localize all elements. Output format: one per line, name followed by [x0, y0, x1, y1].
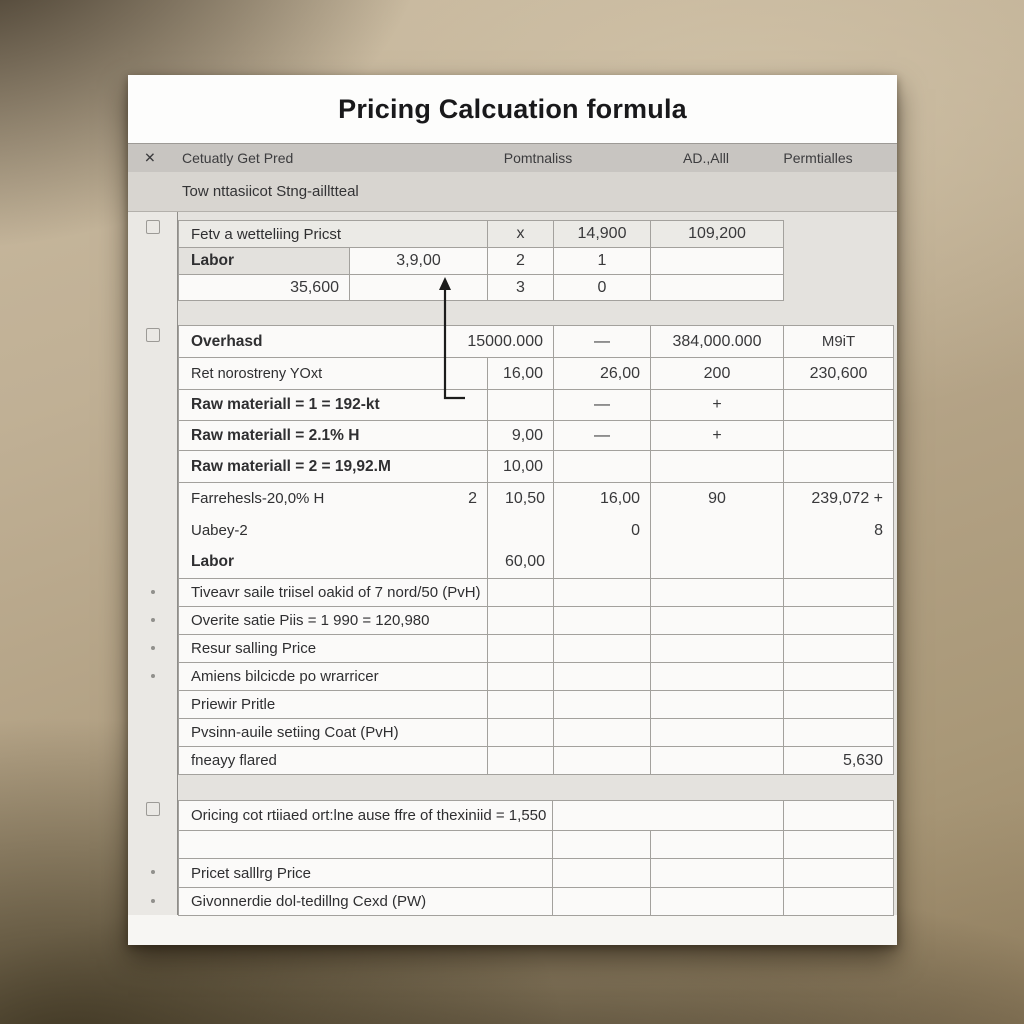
cell-value	[488, 358, 554, 390]
cell-empty	[784, 635, 894, 663]
cell-empty	[179, 831, 553, 859]
cell-empty	[488, 390, 554, 421]
cell-empty	[651, 275, 784, 301]
cell-label	[179, 421, 488, 451]
cell-value	[651, 390, 784, 421]
title-band	[128, 75, 897, 143]
cell-value	[651, 358, 784, 390]
table-row	[179, 747, 894, 775]
cell-text: Raw materiall = 2 = 19,92.M	[191, 457, 391, 475]
cell-text: Overite satie Piis = 1 990 = 120,980	[191, 612, 430, 629]
table-row	[179, 248, 784, 275]
bottom-margin	[128, 915, 897, 945]
cell-text: +	[712, 426, 722, 444]
cell-text: +	[712, 396, 722, 413]
table-row	[179, 663, 894, 691]
cell-empty	[554, 691, 651, 719]
cell-value	[784, 358, 894, 390]
cell-text: 109,200	[688, 225, 746, 242]
section-pricing-note	[178, 800, 894, 916]
cell-value	[488, 451, 554, 483]
cell-empty	[651, 635, 784, 663]
cell-empty	[553, 801, 784, 831]
cell-empty	[488, 663, 554, 691]
cell-value	[488, 483, 554, 579]
cell-value	[179, 275, 350, 301]
cell-value	[554, 248, 651, 275]
cell-value	[651, 221, 784, 248]
cell-empty	[784, 421, 894, 451]
cell-text: Farrehesls-20,0% H	[191, 490, 325, 508]
cell-empty	[784, 691, 894, 719]
cell-text: Tiveavr saile triisel oakid of 7 nord/50 (PvH)	[191, 584, 481, 601]
cell-label	[179, 358, 488, 390]
table-row	[179, 421, 894, 451]
cell-empty	[350, 275, 488, 301]
cell-empty	[784, 663, 894, 691]
table-row	[179, 607, 894, 635]
cell-text: 90	[708, 490, 726, 507]
bullet-icon	[151, 590, 155, 594]
cell-label	[179, 691, 488, 719]
cell-empty	[784, 719, 894, 747]
cell-value	[554, 326, 651, 358]
cell-empty	[553, 888, 651, 916]
cell-text: 0	[597, 278, 607, 296]
close-icon[interactable]: ✕	[144, 149, 156, 166]
cell-empty	[784, 390, 894, 421]
cell-value	[784, 747, 894, 775]
table-row	[179, 579, 894, 607]
cell-empty	[784, 801, 894, 831]
cell-text: x	[516, 225, 525, 242]
cell-empty	[488, 747, 554, 775]
bullet-icon	[151, 870, 155, 874]
bullet-icon	[151, 899, 155, 903]
cell-text: 16,00	[599, 489, 640, 507]
cell-value	[554, 421, 651, 451]
cell-label	[179, 451, 488, 483]
section-overhead	[178, 325, 894, 775]
section-icon	[146, 328, 160, 342]
cell-text: 60,00	[504, 553, 545, 571]
cell-value	[488, 275, 554, 301]
cell-empty	[651, 579, 784, 607]
cell-label	[179, 607, 488, 635]
section-selling-price	[178, 220, 784, 301]
cell-empty	[488, 719, 554, 747]
cell-text: 3,9,00	[396, 252, 441, 269]
cell-value	[554, 275, 651, 301]
cell-value	[651, 326, 784, 358]
cell-text: 2	[516, 252, 525, 269]
header-col-add: AD.,Alll	[683, 150, 729, 166]
cell-text: 35,600	[290, 278, 339, 296]
cell-empty	[784, 579, 894, 607]
cell-value	[784, 483, 894, 579]
cell-value	[488, 221, 554, 248]
cell-text: Resur salling Price	[191, 640, 317, 657]
subheader-row	[128, 172, 897, 212]
cell-empty	[651, 888, 784, 916]
cell-label	[179, 888, 553, 916]
cell-empty	[784, 888, 894, 916]
cell-empty	[554, 451, 651, 483]
cell-empty	[554, 607, 651, 635]
table-row	[179, 831, 894, 859]
cell-text: Raw materiall = 2.1% H	[191, 426, 360, 444]
bullet-icon	[151, 674, 155, 678]
table-row	[179, 888, 894, 916]
cell-text: 10,00	[502, 457, 543, 475]
cell-label	[179, 248, 350, 275]
table-row	[179, 691, 894, 719]
pricing-sheet	[128, 75, 897, 945]
cell-text: 0	[631, 521, 640, 539]
cell-empty	[553, 859, 651, 888]
section-icon	[146, 220, 160, 234]
cell-empty	[651, 451, 784, 483]
cell-empty	[488, 691, 554, 719]
cell-empty	[554, 719, 651, 747]
cell-text: —	[594, 332, 610, 350]
cell-empty	[651, 859, 784, 888]
cell-value	[554, 483, 651, 579]
cell-value	[651, 483, 784, 579]
cell-label	[179, 663, 488, 691]
cell-empty	[651, 691, 784, 719]
cell-text: —	[594, 396, 610, 413]
cell-value	[350, 248, 488, 275]
cell-text: Uabey-2	[191, 522, 248, 539]
subheader-text: Tow nttasiicot Stng-ailltteal	[182, 183, 359, 200]
cell-text: Labor	[191, 553, 235, 571]
cell-text: Priewir Pritle	[191, 696, 276, 713]
cell-empty	[784, 831, 894, 859]
cell-empty	[488, 607, 554, 635]
cell-empty	[784, 859, 894, 888]
header-col-item: Cetuatly Get Pred	[182, 150, 294, 166]
cell-value	[554, 358, 651, 390]
cell-text: Amiens bilcicde po wrarricer	[191, 668, 379, 685]
cell-text: 16,00	[502, 364, 543, 382]
cell-text: M9iT	[821, 333, 856, 350]
cell-label	[179, 326, 554, 358]
cell-empty	[554, 635, 651, 663]
cell-empty	[784, 607, 894, 635]
cell-text: Fetv a wetteliing Pricst	[191, 225, 342, 243]
cell-text: Labor	[191, 252, 235, 269]
cell-value	[488, 248, 554, 275]
page-title: Pricing Calcuation formula	[338, 93, 687, 124]
table-row	[179, 483, 894, 579]
cell-text: —	[594, 426, 610, 444]
table-header	[128, 143, 897, 172]
cell-empty	[488, 635, 554, 663]
cell-text: 384,000.000	[672, 332, 762, 350]
table-row	[179, 801, 894, 831]
cell-label	[179, 859, 553, 888]
cell-text: 230,600	[809, 364, 868, 382]
header-col-formulas: Pomtnaliss	[503, 150, 573, 166]
cell-text: 1	[597, 252, 607, 269]
cell-text: Pvsinn-auile setiing Coat (PvH)	[191, 724, 399, 741]
cell-label	[179, 483, 488, 579]
cell-label	[179, 635, 488, 663]
cell-text: Pricet salllrg Price	[191, 864, 312, 882]
cell-empty	[651, 607, 784, 635]
cell-empty	[651, 747, 784, 775]
cell-text: 14,900	[577, 225, 627, 242]
table-row	[179, 358, 894, 390]
cell-empty	[554, 579, 651, 607]
cell-label	[179, 390, 488, 421]
table-row	[179, 719, 894, 747]
cell-text: 200	[703, 364, 731, 382]
cell-text: 8	[874, 521, 883, 539]
cell-value	[784, 326, 894, 358]
cell-value	[488, 421, 554, 451]
cell-text: Oricing cot rtiiaed ort:lne ause ffre of thexiniid = 1,550	[191, 807, 547, 824]
cell-label	[179, 801, 553, 831]
cell-empty	[554, 663, 651, 691]
cell-empty	[651, 831, 784, 859]
cell-label	[179, 579, 488, 607]
table-row	[179, 859, 894, 888]
cell-empty	[651, 663, 784, 691]
header-col-perm: Permtialles	[783, 150, 853, 166]
cell-text: 26,00	[599, 364, 640, 382]
cell-text: 15000.000	[467, 332, 543, 350]
cell-text: 2	[468, 489, 477, 507]
table-row	[179, 326, 894, 358]
cell-empty	[554, 747, 651, 775]
cell-text: Givonnerdie dol-tedillng Cexd (PW)	[191, 893, 427, 910]
bullet-icon	[151, 618, 155, 622]
cell-text: Overhasd	[191, 332, 263, 350]
cell-text: 9,00	[511, 426, 543, 444]
table-row	[179, 221, 784, 248]
cell-text: 3	[516, 278, 525, 296]
cell-empty	[651, 248, 784, 275]
section-icon	[146, 802, 160, 816]
cell-text: 5,630	[842, 751, 883, 769]
table-row	[179, 635, 894, 663]
cell-text: fneayy flared	[191, 752, 277, 769]
cell-value	[554, 390, 651, 421]
cell-text: 10,50	[504, 489, 545, 507]
table-row	[179, 390, 894, 421]
cell-text: Ret norostreny YOxt	[191, 365, 323, 382]
bullet-icon	[151, 646, 155, 650]
cell-text: Raw materiall = 1 = 192-kt	[191, 396, 380, 413]
cell-label	[179, 221, 488, 248]
cell-value	[651, 421, 784, 451]
table-row	[179, 275, 784, 301]
cell-empty	[488, 579, 554, 607]
table-row	[179, 451, 894, 483]
cell-empty	[784, 451, 894, 483]
cell-text: 239,072 +	[811, 489, 883, 507]
cell-label	[179, 719, 488, 747]
cell-empty	[553, 831, 651, 859]
cell-label	[179, 747, 488, 775]
cell-value	[554, 221, 651, 248]
cell-empty	[651, 719, 784, 747]
